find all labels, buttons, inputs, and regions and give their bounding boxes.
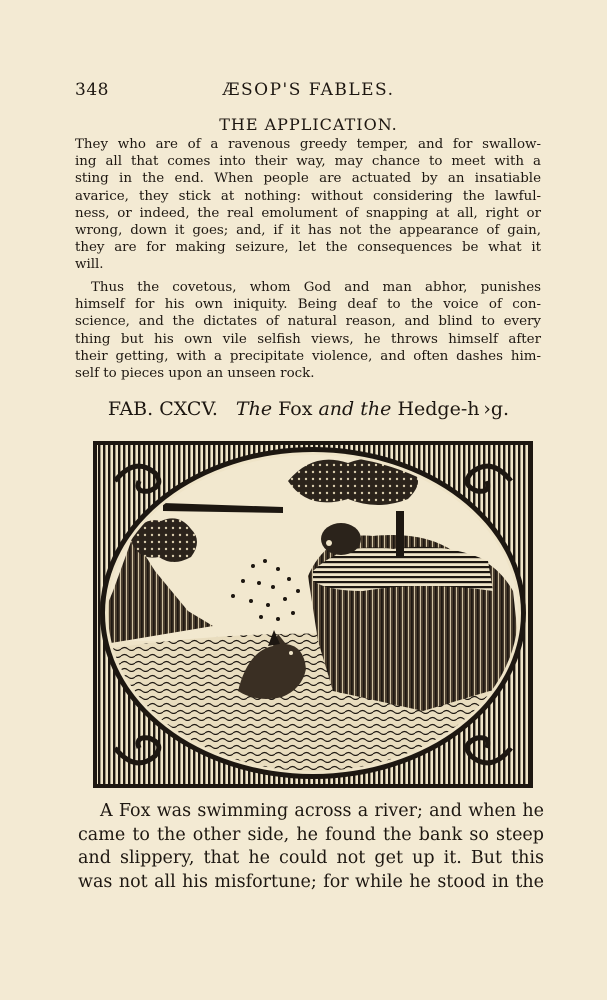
text-line: A Fox was swimming across a river; and when he (100, 801, 544, 821)
text-line: their getting, with a precipitate violence, and often dashes him- (75, 348, 541, 364)
fable-number: FAB. CXCV. (107, 398, 218, 420)
text-line: science, and the dictates of natural reason, and blind to every (75, 314, 541, 330)
application-paragraph-1 (75, 136, 541, 274)
page-number: 348 (75, 80, 109, 100)
text-line: self to pieces upon an unseen rock. (75, 366, 315, 382)
hedgehog (321, 523, 361, 555)
text-line: came to the other side, he found the bank so steep (78, 824, 544, 845)
text-line: sting in the end. When people are actuated by an insatiable (75, 171, 541, 187)
fable-title-word: Hedge-h ›g. (397, 398, 510, 420)
fable-title-word: the (360, 398, 392, 420)
fable-title-word: and (318, 398, 355, 420)
fable-title (75, 398, 542, 420)
text-line: himself for his own iniquity. Being deaf to the voice of con- (75, 297, 541, 313)
fable-title-word: Fox (278, 398, 313, 420)
text-line: and slippery, that he could not get up it. But this (78, 848, 544, 869)
woodcut-illustration (93, 441, 533, 788)
text-line: wrong, down it goes; and, if it has not the appearance of gain, (75, 223, 541, 239)
text-line: thing but his own vile selfish views, he throws himself after (75, 331, 541, 347)
text-line: was not all his misfortune; for while he stood in the (78, 871, 544, 892)
text-line: ing all that comes into their way, may chance to meet with a (75, 154, 541, 170)
running-title: ÆSOP'S FABLES. (222, 80, 395, 100)
application-paragraph-2 (75, 279, 541, 382)
text-line: they are for making seizure, let the consequences be what it (75, 240, 541, 256)
text-line: Thus the covetous, whom God and man abhor, punishes (91, 280, 541, 295)
fable-title-word: The (235, 398, 273, 420)
text-line: will. (75, 257, 104, 273)
running-head (75, 80, 542, 102)
text-line: avarice, they stick at nothing: without considering the lawful- (75, 188, 541, 204)
text-line: They who are of a ravenous greedy temper, and for swallow- (75, 137, 541, 152)
fable-text (78, 800, 544, 894)
text-line: ness, or indeed, the real emolument of snapping at all, right or (75, 205, 541, 221)
application-heading: THE APPLICATION. (219, 115, 398, 134)
